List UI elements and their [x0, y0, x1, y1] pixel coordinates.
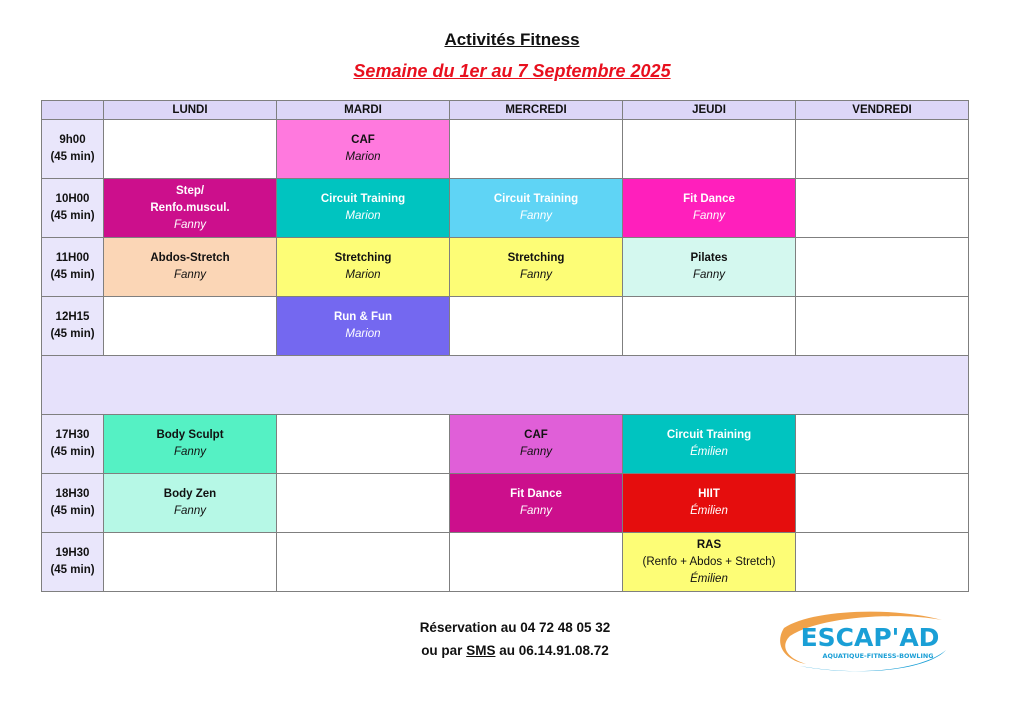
- empty-slot-lundi: [104, 297, 277, 356]
- schedule-table: [41, 100, 969, 592]
- class-name: Circuit Training: [493, 193, 579, 205]
- coach-name: Fanny: [174, 218, 206, 231]
- coach-name: Fanny: [174, 505, 206, 517]
- class-name: Abdos-Stretch: [150, 252, 230, 264]
- class-cell-lundi: [104, 474, 277, 533]
- reservation-phone: Réservation au 04 72 48 05 32: [419, 620, 611, 635]
- slot-duration: (45 min): [50, 151, 95, 163]
- time-cell: [42, 415, 104, 474]
- coach-name: Fanny: [520, 446, 552, 458]
- day-header-mercredi: MERCREDI: [450, 101, 623, 120]
- class-name: Stretching: [507, 252, 565, 264]
- empty-slot-vendredi: [796, 297, 969, 356]
- coach-name: Fanny: [174, 446, 206, 458]
- class-cell-mardi: [277, 120, 450, 179]
- slot-duration: (45 min): [50, 446, 95, 458]
- time-cell: [42, 297, 104, 356]
- class-name: CAF: [351, 134, 375, 146]
- class-cell-mercredi: [450, 238, 623, 297]
- slot-time: 17H30: [55, 429, 90, 441]
- break-cell: [42, 356, 969, 415]
- coach-name: Marion: [345, 210, 381, 222]
- lunch-break-row: [42, 356, 969, 415]
- coach-name: Émilien: [690, 505, 728, 517]
- day-header-jeudi: JEUDI: [623, 101, 796, 120]
- slot-time: 12H15: [55, 311, 90, 323]
- empty-slot-mardi: [277, 533, 450, 592]
- coach-name: Fanny: [520, 505, 552, 517]
- empty-slot-vendredi: [796, 120, 969, 179]
- slot-duration: (45 min): [50, 210, 95, 222]
- class-cell-mercredi: [450, 179, 623, 238]
- class-name: CAF: [524, 429, 548, 441]
- class-name: Pilates: [690, 252, 728, 264]
- day-header-vendredi: VENDREDI: [796, 101, 969, 120]
- coach-name: Marion: [345, 151, 381, 163]
- empty-slot-vendredi: [796, 415, 969, 474]
- empty-slot-mercredi: [450, 120, 623, 179]
- class-cell-lundi: [104, 415, 277, 474]
- time-cell: [42, 238, 104, 297]
- class-cell-mercredi: [450, 415, 623, 474]
- reservation-info: [330, 616, 700, 662]
- class-name: Body Zen: [163, 488, 217, 500]
- empty-slot-vendredi: [796, 474, 969, 533]
- slot-duration: (45 min): [50, 269, 95, 281]
- slot-time: 19H30: [55, 547, 90, 559]
- class-cell-lundi: [104, 238, 277, 297]
- time-slot-row: [42, 474, 969, 533]
- empty-slot-mardi: [277, 415, 450, 474]
- slot-duration: (45 min): [50, 564, 95, 576]
- coach-name: Fanny: [520, 269, 552, 281]
- class-name: Fit Dance: [683, 193, 735, 205]
- class-cell-jeudi: [623, 179, 796, 238]
- time-cell: [42, 179, 104, 238]
- coach-name: Marion: [345, 328, 381, 340]
- escapad-logo: [770, 606, 956, 676]
- time-cell: [42, 533, 104, 592]
- reservation-sms: ou par SMS au 06.14.91.08.72: [421, 643, 609, 658]
- day-header-lundi: LUNDI: [104, 101, 277, 120]
- page-title: Activités Fitness: [444, 30, 580, 49]
- class-name: Fit Dance: [510, 488, 562, 500]
- logo-wordmark: ESCAP'AD: [800, 623, 940, 652]
- slot-time: 9h00: [59, 134, 86, 146]
- empty-slot-vendredi: [796, 179, 969, 238]
- empty-slot-lundi: [104, 120, 277, 179]
- coach-name: Émilien: [690, 446, 728, 458]
- time-slot-row: [42, 238, 969, 297]
- empty-slot-mercredi: [450, 533, 623, 592]
- time-slot-row: [42, 533, 969, 592]
- class-cell-lundi: [104, 179, 277, 238]
- time-slot-row: [42, 120, 969, 179]
- time-slot-row: [42, 179, 969, 238]
- time-slot-row: [42, 415, 969, 474]
- schedule-header-row: [42, 101, 969, 120]
- class-name: Circuit Training: [320, 193, 406, 205]
- class-cell-mardi: [277, 238, 450, 297]
- week-subtitle: Semaine du 1er au 7 Septembre 2025: [353, 61, 671, 81]
- empty-slot-vendredi: [796, 533, 969, 592]
- coach-name: Fanny: [693, 269, 725, 281]
- class-name: Body Sculpt: [156, 429, 224, 441]
- coach-name: Émilien: [690, 572, 728, 585]
- slot-time: 11H00: [55, 252, 90, 264]
- coach-name: Fanny: [693, 210, 725, 222]
- corner-cell: [42, 101, 104, 120]
- slot-duration: (45 min): [50, 328, 95, 340]
- empty-slot-lundi: [104, 533, 277, 592]
- class-cell-mardi: [277, 179, 450, 238]
- slot-time: 18H30: [55, 488, 90, 500]
- empty-slot-jeudi: [623, 120, 796, 179]
- time-cell: [42, 474, 104, 533]
- coach-name: Fanny: [174, 269, 206, 281]
- empty-slot-mardi: [277, 474, 450, 533]
- logo-tagline: AQUATIQUE-FITNESS-BOWLING: [822, 652, 934, 660]
- coach-name: Fanny: [520, 210, 552, 222]
- empty-slot-vendredi: [796, 238, 969, 297]
- class-cell-jeudi: [623, 415, 796, 474]
- class-name: Run & Fun: [333, 311, 393, 323]
- empty-slot-jeudi: [623, 297, 796, 356]
- class-cell-mardi: [277, 297, 450, 356]
- class-cell-jeudi: [623, 474, 796, 533]
- class-name: Stretching: [334, 252, 392, 264]
- class-name-detail: (Renfo + Abdos + Stretch): [642, 555, 776, 568]
- class-name: RAS: [696, 538, 722, 551]
- class-name-detail: Renfo.muscul.: [150, 201, 230, 214]
- coach-name: Marion: [345, 269, 381, 281]
- class-cell-jeudi: [623, 533, 796, 592]
- class-cell-mercredi: [450, 474, 623, 533]
- class-cell-jeudi: [623, 238, 796, 297]
- time-cell: [42, 120, 104, 179]
- empty-slot-mercredi: [450, 297, 623, 356]
- slot-time: 10H00: [55, 193, 90, 205]
- slot-duration: (45 min): [50, 505, 95, 517]
- class-name: HIIT: [698, 488, 720, 500]
- class-name: Circuit Training: [666, 429, 752, 441]
- class-name: Step/: [175, 184, 205, 197]
- time-slot-row: [42, 297, 969, 356]
- day-header-mardi: MARDI: [277, 101, 450, 120]
